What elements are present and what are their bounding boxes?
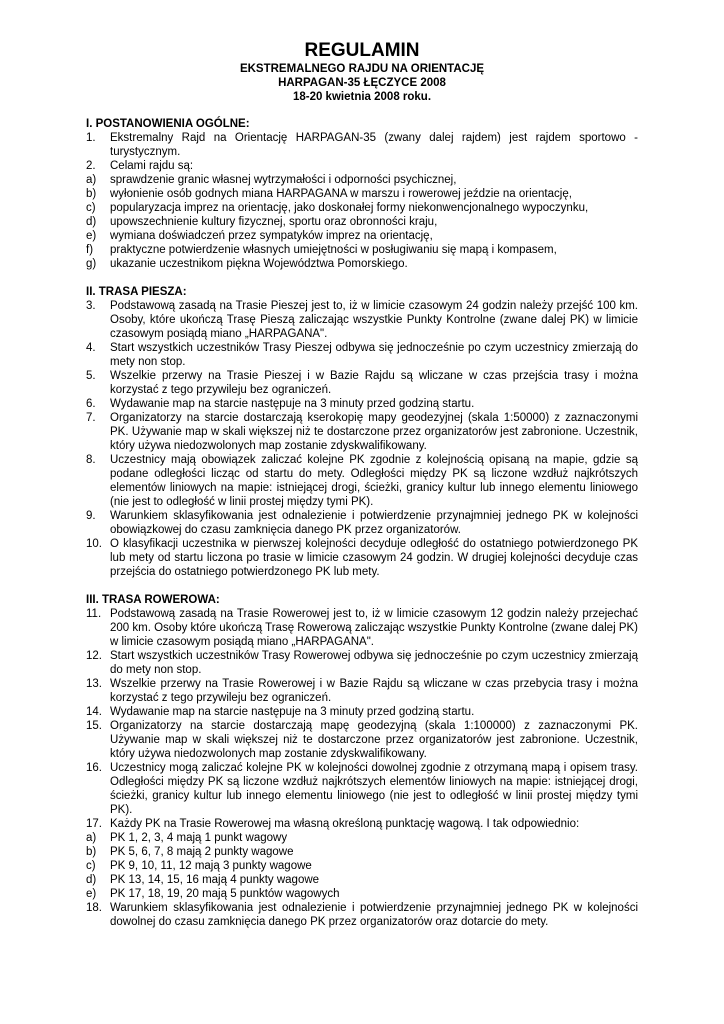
list-item [86,299,638,341]
list-item-marker: b) [86,188,97,200]
list-item-marker: 3. [86,300,96,312]
list-item [86,761,638,817]
list-item-marker: 15. [86,720,102,732]
list-item-text: praktyczne potwierdzenie własnych umiejętności w posługiwaniu się mapą i kompasem, [110,244,557,256]
list-item [86,537,638,579]
list-item-marker: 9. [86,510,96,522]
list-item-text: Start wszystkich uczestników Trasy Rowerowej odbywa się jednocześnie po czym uczestnicy zmierzają do mety non stop. [110,650,638,676]
section [86,117,638,271]
list-item-marker: 12. [86,650,102,662]
list-item-text: ukazanie uczestnikom piękna Województwa Pomorskiego. [110,258,408,270]
document-title: REGULAMIN [304,40,420,61]
list-item-text: Start wszystkich uczestników Trasy Pieszej odbywa się jednocześnie po czym uczestnicy zmierzają do mety non stop. [110,342,638,368]
list-item [86,719,638,761]
list-item-text: O klasyfikacji uczestnika w pierwszej kolejności decyduje odległość do ostatniego potwierdzonego PK lub mety od startu liczona po trasie w limicie czasowym 24 godzin. W drugiej kolejności decyduje czas przejścia do ostatniego potwierdzonego PK lub mety. [110,538,638,578]
list-item-text: Uczestnicy mają obowiązek zaliczać kolejne PK zgodnie z kolejnością opisaną na mapie, gdzie są podane odległości licząc od startu do mety. Odległości między PK są liczone wzdłuż najkrótszych elementów liniowych na mapie: istniejącej drogi, ścieżki, granicy kultur lub innego elementu liniowego (nie jest to odległość w linii prostej między tymi PK). [110,454,638,508]
list-item-text: Uczestnicy mogą zaliczać kolejne PK w kolejności dowolnej zgodnie z otrzymaną mapą i opisem trasy. Odległości między PK są liczone wzdłuż najkrótszych elementów liniowych na mapie: istniejącej drogi, ścieżki, granicy kultur lub innego elementu liniowego (nie jest to odległość w linii prostej między tymi PK). [110,762,638,816]
list-item [86,173,638,187]
list-item-text: upowszechnienie kultury fizycznej, sportu oraz obronności kraju, [110,216,438,228]
document-subtitle-line: 18-20 kwietnia 2008 roku. [292,91,432,103]
list-item-marker: c) [86,860,96,872]
list-item [86,649,638,677]
list-item [86,229,638,243]
list-item-text: Podstawową zasadą na Trasie Pieszej jest to, iż w limicie czasowym 24 godzin należy przejść 100 km. Osoby, które ukończą Trasę Pieszą zaliczając wszystkie Punkty Kontrolne (zwane dalej PK) w limicie czasowym posiądą miano „HARPAGANA". [110,300,638,340]
section-heading: II. TRASA PIESZA: [86,286,187,298]
list-item-marker: d) [86,874,97,886]
list-item [86,341,638,369]
section-item-list [86,131,638,271]
list-item-marker: 14. [86,706,102,718]
list-item-marker: f) [86,244,94,256]
list-item-marker: 17. [86,818,102,830]
list-item [86,131,638,159]
list-item-text: Celami rajdu są: [110,160,194,172]
list-item [86,201,638,215]
section [86,593,638,929]
document-body [86,117,638,929]
list-item-text: PK 1, 2, 3, 4 mają 1 punkt wagowy [110,832,288,844]
list-item-marker: 7. [86,412,96,424]
list-item-text: sprawdzenie granic własnej wytrzymałości i odporności psychicznej, [110,174,457,186]
list-item [86,831,638,845]
list-item [86,845,638,859]
section-item-list [86,299,638,579]
document-subtitle-line: HARPAGAN-35 ŁĘCZYCE 2008 [278,77,446,89]
list-item [86,859,638,873]
list-item-marker: d) [86,216,97,228]
list-item [86,705,638,719]
list-item-marker: 6. [86,398,96,410]
section-heading: I. POSTANOWIENIA OGÓLNE: [86,118,250,130]
list-item-text: wyłonienie osób godnych miana HARPAGANA w marszu i rowerowej jeździe na orientację, [110,188,572,200]
list-item-marker: 11. [86,608,102,620]
list-item-text: wymiana doświadczeń przez sympatyków imprez na orientację, [110,230,433,242]
list-item-text: PK 5, 6, 7, 8 mają 2 punkty wagowe [110,846,294,858]
list-item [86,159,638,173]
list-item-marker: 4. [86,342,96,354]
section-item-list [86,607,638,929]
document-subtitle-line: EKSTREMALNEGO RAJDU NA ORIENTACJĘ [239,63,485,75]
list-item-marker: e) [86,230,97,242]
list-item [86,509,638,537]
list-item [86,187,638,201]
list-item-marker: a) [86,832,97,844]
list-item [86,369,638,397]
list-item [86,243,638,257]
list-item-text: Ekstremalny Rajd na Orientację HARPAGAN-35 (zwany dalej rajdem) jest rajdem sportowo -turystycznym. [110,132,638,158]
list-item-marker: b) [86,846,97,858]
section [86,285,638,579]
list-item [86,873,638,887]
section-heading: III. TRASA ROWEROWA: [86,594,220,606]
list-item-text: PK 9, 10, 11, 12 mają 3 punkty wagowe [110,860,312,872]
list-item-marker: 16. [86,762,102,774]
list-item-text: PK 17, 18, 19, 20 mają 5 punktów wagowych [110,888,340,900]
list-item [86,397,638,411]
list-item-text: Organizatorzy na starcie dostarczają mapę geodezyjną (skala 1:100000) z zaznaczonymi PK. Używanie map w skali większej niż te dostarczone przez organizatorów jest zabronione. Uczestnik, który używa niedozwolonych map zostanie zdyskwalifikowany. [110,720,638,760]
list-item [86,411,638,453]
list-item-marker: 13. [86,678,102,690]
list-item-text: Wydawanie map na starcie następuje na 3 minuty przed godziną startu. [110,398,475,410]
list-item [86,215,638,229]
list-item [86,901,638,929]
list-item-marker: 10. [86,538,102,550]
list-item-text: Warunkiem sklasyfikowania jest odnalezienie i potwierdzenie przynajmniej jednego PK w kolejności dowolnej do czasu zamknięcia danego PK przez organizatorów oraz dotarcie do mety. [110,902,638,928]
list-item [86,887,638,901]
list-item-text: Organizatorzy na starcie dostarczają kserokopię mapy geodezyjnej (skala 1:50000) z zaznaczonymi PK. Używanie map w skali większej niż te dostarczone przez organizatorów jest zabronione. Uczestnik, który używa niedozwolonych map zostanie zdyskwalifikowany. [110,412,638,452]
list-item-text: Wszelkie przerwy na Trasie Pieszej i w Bazie Rajdu są wliczane w czas przejścia trasy i można korzystać z tego przywileju bez ograniczeń. [110,370,638,396]
list-item [86,257,638,271]
list-item [86,453,638,509]
list-item-text: popularyzacja imprez na orientację, jako doskonałej formy niekonwencjonalnego wypoczynku, [110,202,589,214]
list-item-marker: 1. [86,132,96,144]
list-item-text: PK 13, 14, 15, 16 mają 4 punkty wagowe [110,874,320,886]
list-item-marker: e) [86,888,97,900]
list-item-text: Wydawanie map na starcie następuje na 3 minuty przed godziną startu. [110,706,475,718]
list-item-marker: c) [86,202,96,214]
list-item-marker: 5. [86,370,96,382]
list-item-marker: 2. [86,160,96,172]
list-item [86,607,638,649]
list-item-text: Każdy PK na Trasie Rowerowej ma własną określoną punktację wagową. I tak odpowiednio: [110,818,580,830]
list-item-text: Wszelkie przerwy na Trasie Rowerowej i w Bazie Rajdu są wliczane w czas przebycia trasy i można korzystać z tego przywileju bez ograniczeń. [110,678,638,704]
list-item-marker: 8. [86,454,96,466]
list-item [86,677,638,705]
list-item-marker: g) [86,258,97,270]
list-item-marker: a) [86,174,97,186]
list-item-text: Warunkiem sklasyfikowania jest odnalezienie i potwierdzenie przynajmniej jednego PK w kolejności obowiązkowej do czasu zamknięcia danego PK przez organizatorów. [110,510,638,536]
list-item-text: Podstawową zasadą na Trasie Rowerowej jest to, iż w limicie czasowym 12 godzin należy przejechać 200 km. Osoby które ukończą Trasę Rowerową zaliczając wszystkie Punkty Kontrolne (zwane dalej PK) w limicie czasowym posiądą miano „HARPAGANA". [110,608,638,648]
list-item-marker: 18. [86,902,102,914]
list-item [86,817,638,831]
